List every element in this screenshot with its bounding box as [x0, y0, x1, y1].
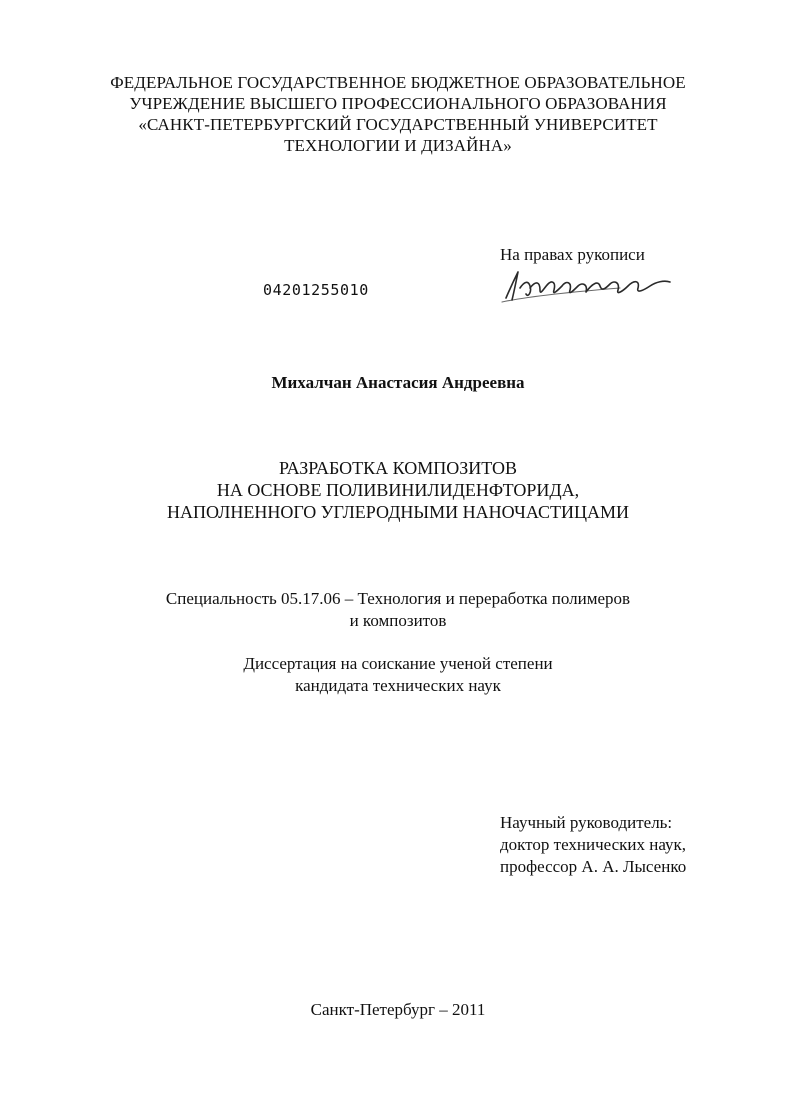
institution-line: УЧРЕЖДЕНИЕ ВЫСШЕГО ПРОФЕССИОНАЛЬНОГО ОБРАЗОВАНИЯ [129, 94, 667, 113]
institution-header [0, 72, 796, 156]
title-line: РАЗРАБОТКА КОМПОЗИТОВ [278, 458, 518, 478]
manuscript-note: На правах рукописи [500, 245, 645, 264]
author-name: Михалчан Анастасия Андреевна [271, 373, 525, 392]
specialty-line: Специальность 05.17.06 – Технология и переработка полимеров [165, 589, 631, 608]
handwritten-signature [500, 262, 680, 308]
dissertation-title [0, 457, 796, 523]
barcode-number: 04201255010 [263, 281, 369, 299]
degree-statement [0, 653, 796, 697]
degree-line: кандидата технических наук [295, 676, 501, 695]
institution-line: ТЕХНОЛОГИИ И ДИЗАЙНА» [284, 136, 512, 155]
degree-line: Диссертация на соискание ученой степени [243, 654, 553, 673]
specialty [0, 588, 796, 632]
specialty-line: и композитов [349, 611, 447, 630]
title-line: НА ОСНОВЕ ПОЛИВИНИЛИДЕНФТОРИДА, [216, 480, 580, 500]
supervisor [500, 812, 686, 878]
institution-line: ФЕДЕРАЛЬНОЕ ГОСУДАРСТВЕННОЕ БЮДЖЕТНОЕ ОБРАЗОВАТЕЛЬНОЕ [110, 73, 686, 92]
supervisor-line: Научный руководитель: [500, 813, 673, 832]
supervisor-line: профессор А. А. Лысенко [500, 857, 687, 876]
city-year: Санкт-Петербург – 2011 [310, 1000, 486, 1019]
title-line: НАПОЛНЕННОГО УГЛЕРОДНЫМИ НАНОЧАСТИЦАМИ [167, 502, 629, 522]
institution-line: «САНКТ-ПЕТЕРБУРГСКИЙ ГОСУДАРСТВЕННЫЙ УНИВЕРСИТЕТ [138, 115, 658, 134]
supervisor-line: доктор технических наук, [500, 835, 687, 854]
